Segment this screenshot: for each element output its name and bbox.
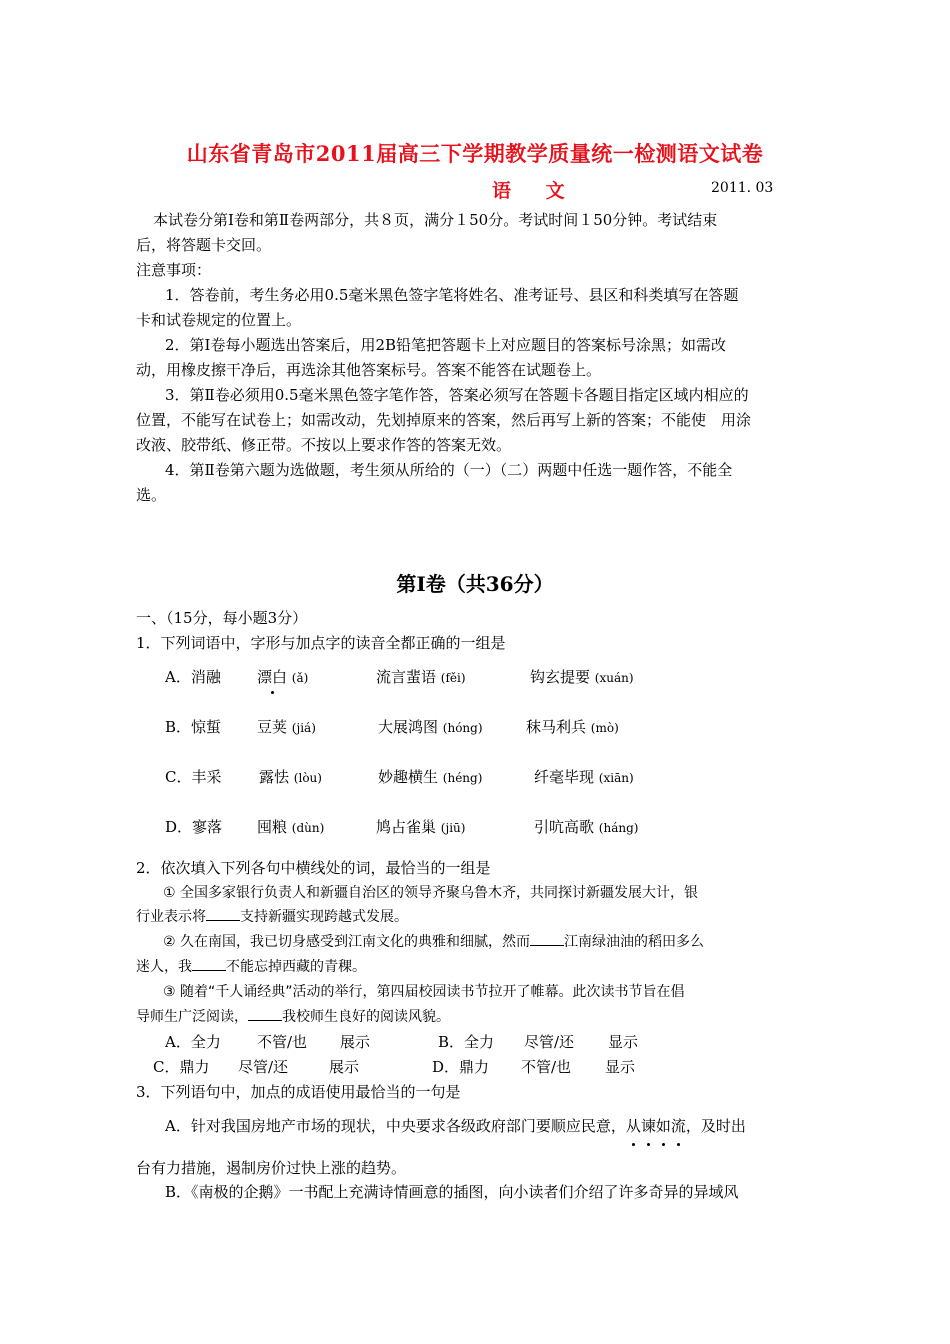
q1-b-word1-text: 豆荚 (257, 718, 288, 736)
q1-c-pinyin3: (xiān) (598, 771, 634, 785)
q2-sentence-2b (136, 956, 366, 976)
q1-d-label: D．寥落 (165, 818, 223, 836)
subject-label: 语 文 (492, 180, 579, 202)
notice-4a: 4．第Ⅱ卷第六题为选做题，考生须从所给的（一）（二）两题中任选一题作答，不能全 (165, 461, 733, 479)
q2-blank-2 (530, 933, 564, 946)
q1-d-word1-text: 囤粮 (257, 818, 288, 836)
q1-b-word3 (526, 716, 619, 737)
q2-blank-3 (192, 958, 226, 971)
q2-s3b-post: 我校师生良好的阅读风貌。 (282, 1009, 450, 1025)
q1-d-word2 (376, 816, 465, 837)
q1-a-word2 (376, 666, 466, 687)
q1-a-pinyin1: (ǎ) (291, 671, 309, 685)
q3-idiom-char-2: 谏 (641, 1114, 656, 1139)
notice-1b: 卡和试卷规定的位置上。 (136, 311, 302, 329)
q2-stem: 2．依次填入下列各句中横线处的词，最恰当的一组是 (136, 859, 491, 877)
q1-d-pinyin1: (dùn) (291, 821, 325, 835)
q1-c-word2 (378, 766, 482, 787)
q2-sentence-2a (163, 931, 704, 951)
q1-a-pinyin3: (xuán) (594, 671, 634, 685)
q2-sentence-1a: ① 全国多家银行负责人和新疆自治区的领导齐聚乌鲁木齐，共同探讨新疆发展大计，银 (163, 885, 698, 901)
q2-blank-4 (248, 1008, 282, 1021)
q1-a-word2-text: 流言蜚语 (376, 668, 437, 686)
notice-4b: 选。 (136, 486, 167, 504)
q2-d-3: 显示 (605, 1058, 636, 1076)
q2-a-3: 展示 (340, 1033, 371, 1051)
q2-s1b-pre: 行业表示将 (136, 909, 206, 925)
q1-a-word3 (530, 666, 634, 687)
q1-c-label: C．丰采 (165, 768, 222, 786)
notice-2a: 2．第Ⅰ卷每小题选出答案后，用2B铅笔把答题卡上对应题目的答案标号涂黑；如需改 (165, 336, 727, 354)
section-title: 第Ⅰ卷（共36分） (396, 572, 554, 596)
q3-stem: 3．下列语句中，加点的成语使用最恰当的一句是 (136, 1083, 461, 1101)
q1-b-label: B．惊蜇 (165, 718, 222, 736)
q2-sentence-1b (136, 906, 408, 926)
q3-idiom-char-3: 如 (656, 1114, 671, 1139)
q3-option-a-line1 (165, 1114, 746, 1139)
q2-d-2: 不管/也 (521, 1058, 572, 1076)
q1-b-word2 (378, 716, 483, 737)
q1-a-word3-text: 钩玄提要 (530, 668, 591, 686)
q2-c-3: 展示 (329, 1058, 360, 1076)
q2-s2b-post: 不能忘掉西藏的青稞。 (226, 959, 366, 975)
q3-option-a-line2: 台有力措施，遏制房价过快上涨的趋势。 (136, 1159, 407, 1177)
notice-3a: 3．第Ⅱ卷必须用0.5毫米黑色签字笔作答，答案必须写在答题卡各题目指定区域内相应的 (165, 386, 749, 404)
q2-b-2: 尽管/还 (524, 1033, 575, 1051)
notice-3c: 改液、胶带纸、修正带。不按以上要求作答的答案无效。 (136, 436, 512, 454)
q1-d-word3-text: 引吭高歌 (534, 818, 595, 836)
q1-b-word2-text: 大展鸿图 (378, 718, 439, 736)
q1-d-pinyin2: (jiū) (440, 821, 466, 835)
q2-c-2: 尽管/还 (238, 1058, 289, 1076)
part-one-heading: 一、（15分，每小题3分） (136, 609, 308, 627)
q1-b-word1 (257, 716, 316, 737)
q3-idiom-char-1: 从 (626, 1114, 641, 1139)
q2-s1b-post: 支持新疆实现跨越式发展。 (240, 909, 408, 925)
notice-2b: 动，用橡皮擦干净后，再选涂其他答案标号。答案不能答在试题卷上。 (136, 361, 602, 379)
q2-a-2: 不管/也 (257, 1033, 308, 1051)
notice-1a: 1．答卷前，考生务必用0.5毫米黑色签字笔将姓名、准考证号、县区和科类填写在答题 (165, 286, 739, 304)
q1-a-word1 (257, 666, 308, 687)
intro-line-2: 后，将答题卡交回。 (136, 236, 272, 254)
q1-b-word3-text: 秣马利兵 (526, 718, 587, 736)
q1-b-pinyin1: (jiá) (291, 721, 316, 735)
q2-s3b-pre: 导师生广泛阅读， (136, 1009, 248, 1025)
q2-c-1: C．鼎力 (153, 1058, 210, 1076)
q2-a-1: A．全力 (165, 1033, 221, 1051)
q1-c-pinyin1: (lòu) (293, 771, 322, 785)
q2-sentence-3b (136, 1006, 450, 1026)
q1-a-label: A．消融 (165, 668, 221, 686)
q2-blank-1 (206, 908, 240, 921)
q1-c-word2-text: 妙趣横生 (378, 768, 439, 786)
intro-line-1: 本试卷分第Ⅰ卷和第Ⅱ卷两部分，共８页，满分１50分。考试时间１50分钟。考试结束 (153, 211, 718, 229)
q3-idiom-char-4: 流 (671, 1114, 686, 1139)
q2-s2a-post: 江南绿油油的稻田多么 (564, 934, 704, 950)
q2-b-1: B．全力 (438, 1033, 495, 1051)
exam-date: 2011. 03 (711, 180, 774, 196)
q1-stem: 1．下列词语中，字形与加点字的读音全都正确的一组是 (136, 634, 506, 652)
notice-3b: 位置，不能写在试卷上；如需改动，先划掉原来的答案，然后再写上新的答案；不能使 用涂 (136, 411, 752, 429)
q3-a1-post: ，及时出 (685, 1117, 746, 1135)
q1-d-word1 (257, 816, 324, 837)
q1-c-word1-text: 露怯 (259, 768, 290, 786)
q3-option-b-line1: B．《南极的企鹅》一书配上充满诗情画意的插图，向小读者们介绍了许多奇异的异域风 (165, 1183, 739, 1201)
q1-a-pinyin2: (fěi) (440, 671, 466, 685)
q1-c-pinyin2: (héng) (442, 771, 483, 785)
q1-d-word2-text: 鸠占雀巢 (376, 818, 437, 836)
q2-b-3: 显示 (608, 1033, 639, 1051)
q2-s2a-pre: ② 久在南国，我已切身感受到江南文化的典雅和细腻，然而 (163, 934, 530, 950)
q1-c-word1 (259, 766, 322, 787)
q3-a1-text: A．针对我国房地产市场的现状，中央要求各级政府部门要顺应民意， (165, 1117, 626, 1135)
notice-label: 注意事项： (136, 261, 212, 279)
exam-title: 山东省青岛市2011届高三下学期教学质量统一检测语文试卷 (186, 141, 764, 166)
q2-d-1: D．鼎力 (432, 1058, 490, 1076)
q1-d-pinyin3: (háng) (598, 821, 639, 835)
q1-b-pinyin3: (mò) (590, 721, 619, 735)
q2-s2b-pre: 迷人，我 (136, 959, 192, 975)
q1-d-word3 (534, 816, 638, 837)
q1-c-word3 (534, 766, 634, 787)
q2-sentence-3a: ③ 随着“千人诵经典”活动的举行，第四届校园读书节拉开了帷幕。此次读书节旨在倡 (163, 984, 685, 1000)
q1-a-word1-text: 漂白 (257, 668, 288, 686)
q1-b-pinyin2: (hóng) (442, 721, 483, 735)
q1-c-word3-text: 纤毫毕现 (534, 768, 595, 786)
